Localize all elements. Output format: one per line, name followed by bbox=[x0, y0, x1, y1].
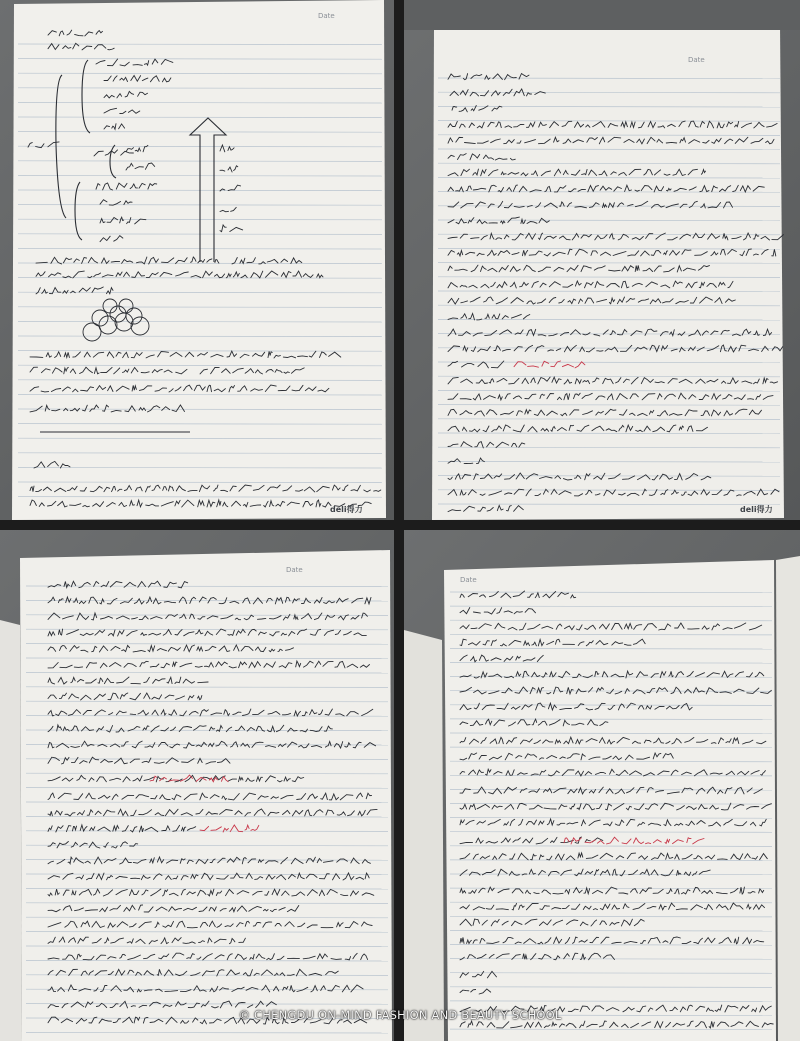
date-label: Date bbox=[318, 12, 335, 20]
notebook-photo-1 bbox=[0, 0, 394, 520]
notebook-photo-3 bbox=[0, 530, 394, 1041]
copyright-watermark: © CHENGDU ON-MIND FASHION AND BEAUTY SCHOOL bbox=[238, 1008, 562, 1022]
notebook-page-2 bbox=[404, 0, 800, 520]
date-label: Date bbox=[286, 566, 303, 574]
notebook-page-1 bbox=[0, 0, 394, 520]
date-label: Date bbox=[688, 56, 705, 64]
notebook-page-3 bbox=[0, 530, 394, 1041]
date-label: Date bbox=[460, 576, 477, 584]
brand-label: deli得力 bbox=[740, 505, 773, 514]
notebook-page-4 bbox=[404, 530, 800, 1041]
notebook-photo-2 bbox=[404, 0, 800, 520]
brand-label: deli得力 bbox=[330, 505, 363, 514]
notebook-photo-4 bbox=[404, 530, 800, 1041]
